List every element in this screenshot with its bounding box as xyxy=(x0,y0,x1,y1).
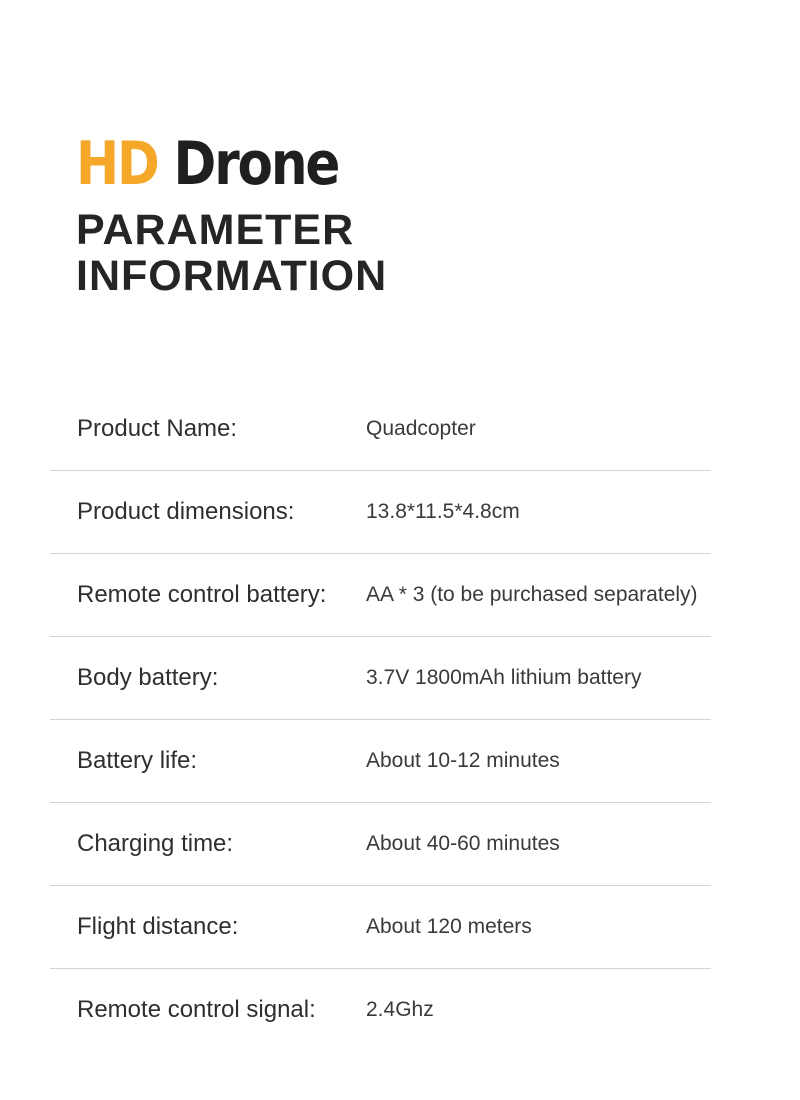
param-value: Quadcopter xyxy=(366,417,476,440)
param-value: About 120 meters xyxy=(366,915,532,938)
param-value: About 40-60 minutes xyxy=(366,832,560,855)
param-label: Flight distance: xyxy=(77,913,239,940)
param-label: Battery life: xyxy=(77,747,198,774)
param-label: Product Name: xyxy=(77,415,238,442)
page-title xyxy=(76,128,338,200)
page-subtitle xyxy=(76,207,387,299)
param-value: 2.4Ghz xyxy=(366,998,434,1021)
param-value: 3.7V 1800mAh lithium battery xyxy=(366,666,642,689)
param-row-flight-distance xyxy=(50,886,711,969)
param-label: Remote control signal: xyxy=(77,996,316,1023)
param-row-battery-life xyxy=(50,720,711,803)
title-main-text: Drone xyxy=(173,129,339,199)
param-row-product-name xyxy=(50,388,711,471)
param-value: 13.8*11.5*4.8cm xyxy=(366,500,520,523)
param-value: About 10-12 minutes xyxy=(366,749,560,772)
param-label: Product dimensions: xyxy=(77,498,295,525)
param-row-product-dimensions xyxy=(50,471,711,554)
param-label: Charging time: xyxy=(77,830,234,857)
subtitle-line-2: INFORMATION xyxy=(76,252,388,300)
param-row-charging-time xyxy=(50,803,711,886)
param-value: AA * 3 (to be purchased separately) xyxy=(366,583,698,606)
parameter-table xyxy=(50,388,711,1051)
param-row-remote-control-signal xyxy=(50,969,711,1051)
param-label: Body battery: xyxy=(77,664,219,691)
subtitle-line-1: PARAMETER xyxy=(76,206,355,254)
param-row-remote-control-battery xyxy=(50,554,711,637)
param-row-body-battery xyxy=(50,637,711,720)
param-label: Remote control battery: xyxy=(77,581,327,608)
title-accent-text: HD xyxy=(76,129,158,199)
